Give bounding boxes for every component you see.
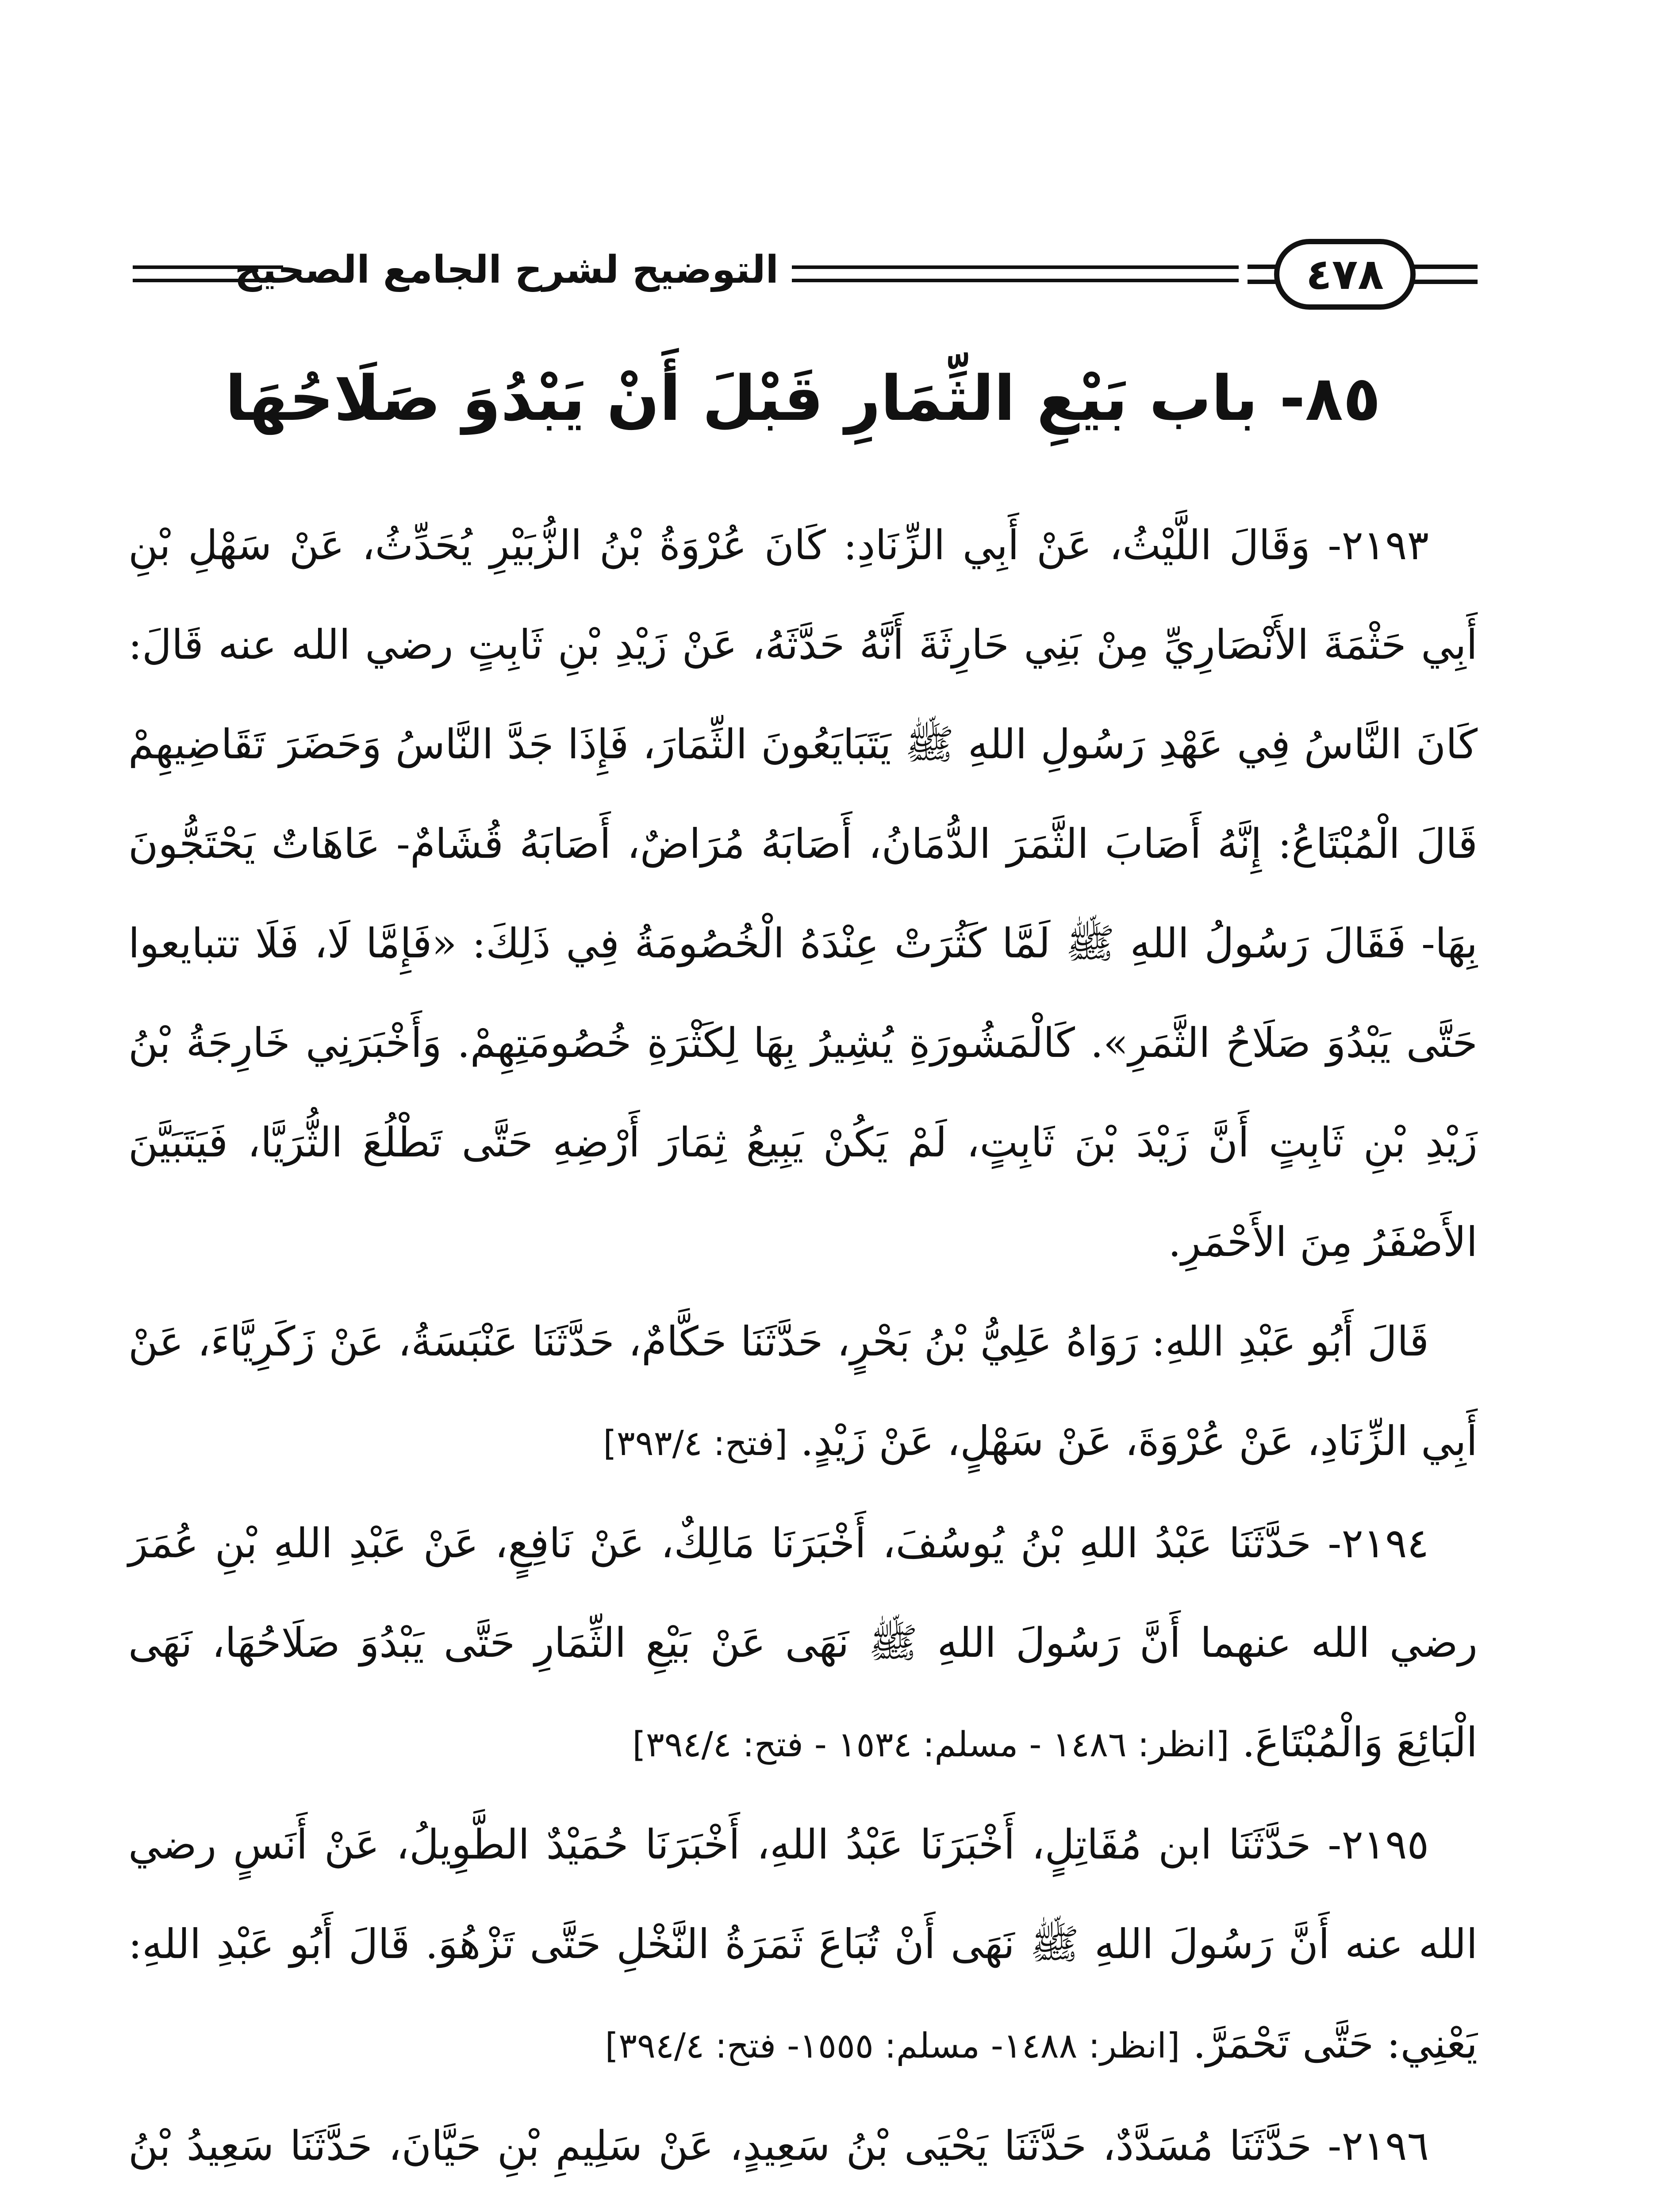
hadith-2196 xyxy=(128,2096,1478,2212)
paragraph-text: ٢١٩٤- حَدَّثَنَا عَبْدُ اللهِ بْنُ يُوسُفَ، أَخْبَرَنَا مَالِكٌ، عَنْ نَافِعٍ، عَنْ عَبْدِ اللهِ بْنِ عُمَرَ رضي الله عنهما أَنَّ رَسُولَ اللهِ ﷺ نَهَى عَنْ بَيْعِ الثِّمَارِ حَتَّى يَبْدُوَ صَلَاحُهَا، نَهَى الْبَائِعَ وَالْمُبْتَاعَ. xyxy=(128,1520,1478,1766)
page-header xyxy=(128,230,1478,319)
paragraph-text: قَالَ أَبُو عَبْدِ اللهِ: رَوَاهُ عَلِيُّ بْنُ بَحْرٍ، حَدَّثَنَا حَكَّامٌ، حَدَّثَنَا عَنْبَسَةُ، عَنْ زَكَرِيَّاءَ، عَنْ أَبِي الزِّنَادِ، عَنْ عُرْوَةَ، عَنْ سَهْلٍ، عَنْ زَيْدٍ. xyxy=(128,1318,1478,1465)
reference-bracket: [انظر: ١٤٨٨- مسلم: ١٥٥٥- فتح: ٣٩٤/٤] xyxy=(605,2026,1180,2066)
book-page xyxy=(128,230,1478,2212)
header-rule-left xyxy=(133,265,283,282)
page-number: ٤٧٨ xyxy=(1274,239,1416,310)
hadith-2195 xyxy=(128,1795,1478,2096)
page-body xyxy=(128,495,1478,2212)
hadith-2194 xyxy=(128,1494,1478,1795)
paragraph-text: ٢١٩٣- وَقَالَ اللَّيْثُ، عَنْ أَبِي الزِّنَادِ: كَانَ عُرْوَةُ بْنُ الزُّبَيْرِ يُحَدِّثُ، عَنْ سَهْلِ بْنِ أَبِي حَثْمَةَ الأَنْصَارِيِّ مِنْ بَنِي حَارِثَةَ أَنَّهُ حَدَّثَهُ، عَنْ زَيْدِ بْنِ ثَابِتٍ رضي الله عنه قَالَ: كَانَ النَّاسُ فِي عَهْدِ رَسُولِ اللهِ ﷺ يَتَبَايَعُونَ الثِّمَارَ، فَإِذَا جَدَّ النَّاسُ وَحَضَرَ تَقَاضِيهِمْ قَالَ الْمُبْتَاعُ: إِنَّهُ أَصَابَ الثَّمَرَ الدُّمَانُ، أَصَابَهُ مُرَاضٌ، أَصَابَهُ قُشَامٌ- عَاهَاتٌ يَحْتَجُّونَ بِهَا- فَقَالَ رَسُولُ اللهِ ﷺ لَمَّا كَثُرَتْ عِنْدَهُ الْخُصُومَةُ فِي ذَلِكَ: «فَإِمَّا لَا، فَلَا تتبايعوا حَتَّى يَبْدُوَ صَلَاحُ الثَّمَرِ». كَالْمَشُورَةِ يُشِيرُ بِهَا لِكَثْرَةِ خُصُومَتِهِمْ. وَأَخْبَرَنِي خَارِجَةُ بْنُ زَيْدِ بْنِ ثَابِتٍ أَنَّ زَيْدَ بْنَ ثَابِتٍ، لَمْ يَكُنْ يَبِيعُ ثِمَارَ أَرْضِهِ حَتَّى تَطْلُعَ الثُّرَيَّا، فَيَتَبَيَّنَ الأَصْفَرُ مِنَ الأَحْمَرِ. xyxy=(128,522,1478,1266)
hadith-2193 xyxy=(128,495,1478,1292)
reference-bracket: [فتح: ٣٩٣/٤] xyxy=(603,1424,788,1463)
running-title: التوضيح لشرح الجامع الصحيح xyxy=(234,248,779,292)
paragraph-text: ٢١٩٦- حَدَّثَنَا مُسَدَّدٌ، حَدَّثَنَا يَحْيَى بْنُ سَعِيدٍ، عَنْ سَلِيمِ بْنِ حَيَّانَ، حَدَّثَنَا سَعِيدُ بْنُ xyxy=(128,2122,1429,2170)
reference-bracket: [انظر: ١٤٨٦ - مسلم: ١٥٣٤ - فتح: ٣٩٤/٤] xyxy=(632,1725,1229,1765)
header-rule-right xyxy=(792,265,1239,282)
chapter-title: ٨٥- باب بَيْعِ الثِّمَارِ قَبْلَ أَنْ يَبْدُوَ صَلَاحُهَا xyxy=(225,363,1381,435)
page-number-ornament xyxy=(1248,239,1478,310)
paragraph-text: ٢١٩٥- حَدَّثَنَا ابن مُقَاتِلٍ، أَخْبَرَنَا عَبْدُ اللهِ، أَخْبَرَنَا حُمَيْدٌ الطَّوِيلُ، عَنْ أَنَسٍ رضي الله عنه أَنَّ رَسُولَ اللهِ ﷺ نَهَى أَنْ تُبَاعَ ثَمَرَةُ النَّخْلِ حَتَّى تَزْهُوَ. قَالَ أَبُو عَبْدِ اللهِ: يَعْنِي: حَتَّى تَحْمَرَّ. xyxy=(128,1821,1478,2067)
commentary-note xyxy=(128,1292,1478,1494)
